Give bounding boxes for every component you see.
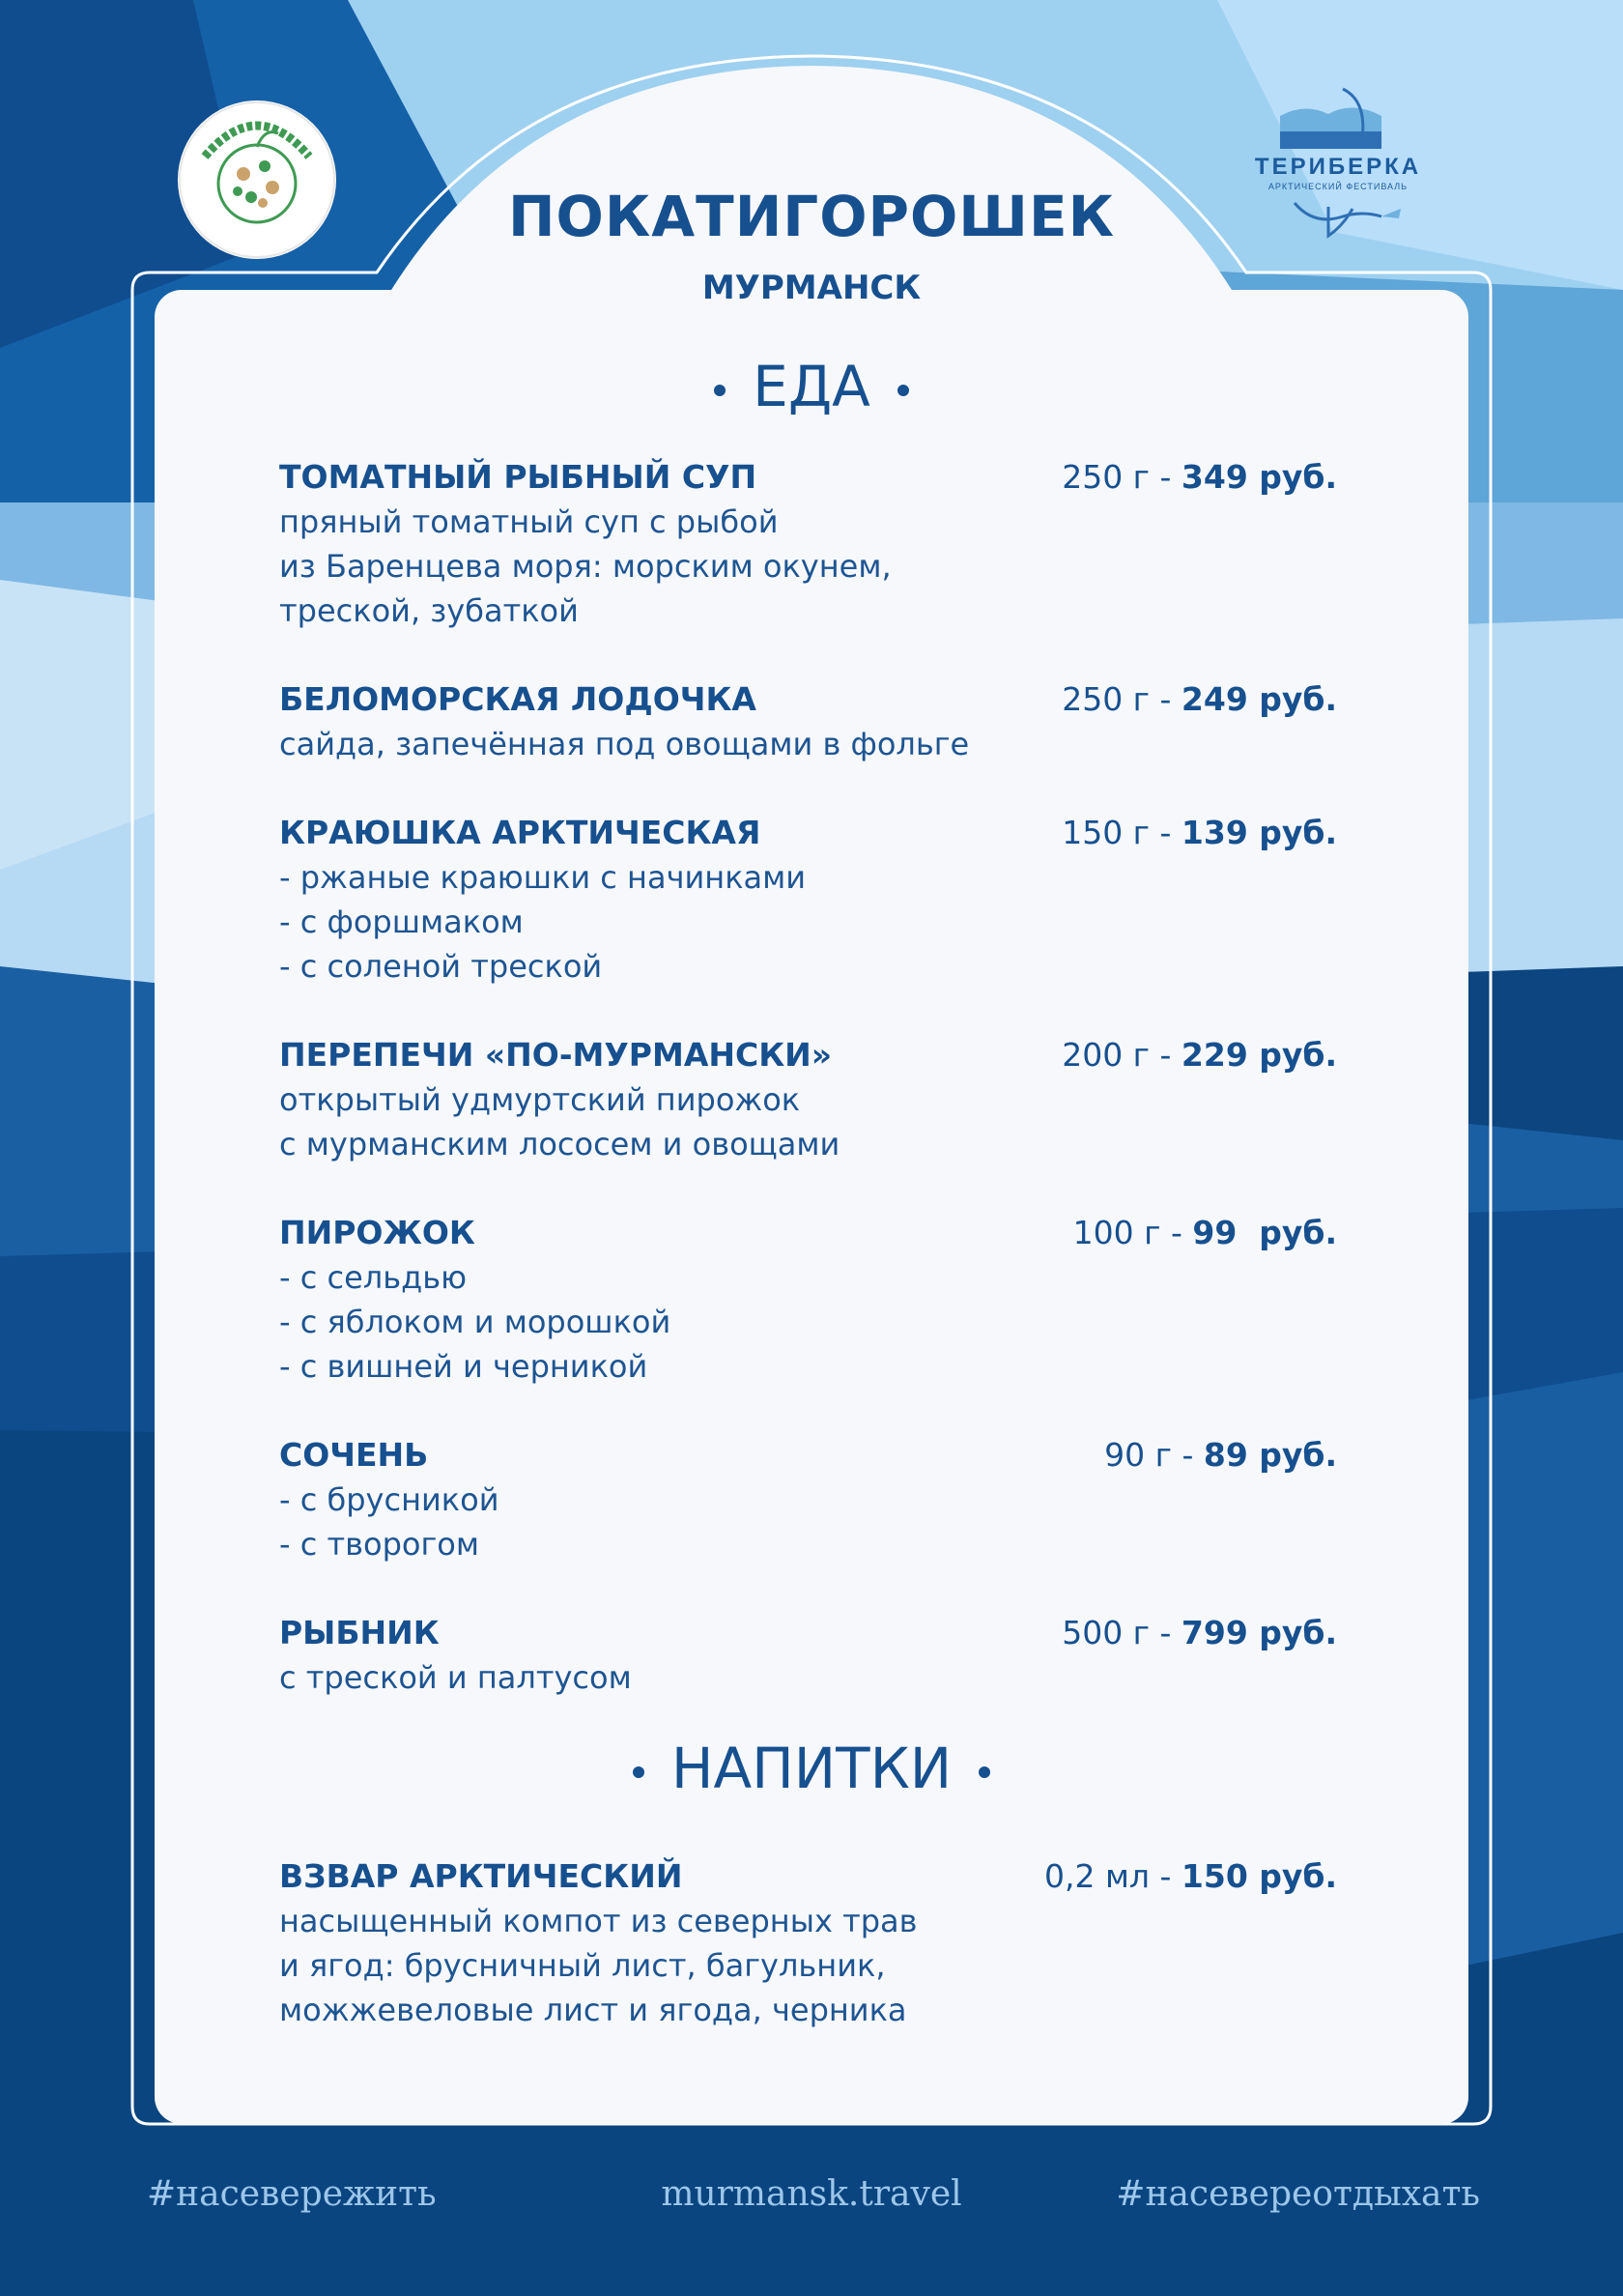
item-desc-line: открытый удмуртский пирожок: [279, 1081, 801, 1118]
footer-website[interactable]: murmansk.travel: [661, 2174, 962, 2214]
item-portion: 100 г -: [1072, 1214, 1193, 1251]
item-cost: 99 руб.: [1192, 1214, 1337, 1251]
item-name: БЕЛОМОРСКАЯ ЛОДОЧКА: [279, 680, 756, 718]
item-desc-line: с треской и палтусом: [279, 1659, 632, 1696]
item-cost: 229 руб.: [1181, 1036, 1337, 1074]
item-name: ТОМАТНЫЙ РЫБНЫЙ СУП: [279, 458, 757, 496]
item-desc-line: и ягод: брусничный лист, багульник,: [279, 1947, 886, 1984]
item-name: ПЕРЕПЕЧИ «ПО-МУРМАНСКИ»: [279, 1036, 833, 1074]
item-cost: 349 руб.: [1181, 458, 1337, 496]
menu-item: [279, 1211, 1337, 1389]
section-label: ЕДА: [753, 354, 870, 419]
item-price: [1044, 1854, 1337, 1899]
item-desc-line: сайда, запечённая под овощами в фольге: [279, 726, 970, 762]
bullet-dot: [979, 1766, 990, 1778]
item-price: [1073, 1211, 1337, 1255]
item-price: [1062, 455, 1337, 500]
item-name: ПИРОЖОК: [279, 1214, 475, 1251]
item-price: [1062, 1611, 1337, 1655]
restaurant-city: МУРМАНСК: [701, 269, 922, 307]
item-desc-line: - с вишней и черникой: [279, 1348, 648, 1385]
item-price: [1062, 811, 1337, 855]
item-name: РЫБНИК: [279, 1614, 440, 1651]
menu-item: [279, 1433, 1337, 1566]
item-desc-line: - с яблоком и морошкой: [279, 1304, 671, 1340]
bullet-dot: [633, 1766, 644, 1778]
item-desc-line: - ржаные краюшки с начинками: [279, 859, 807, 896]
item-cost: 139 руб.: [1181, 814, 1337, 851]
item-desc-line: - с творогом: [279, 1526, 479, 1563]
section-title-food: [0, 354, 1623, 419]
svg-text:АРКТИЧЕСКИЙ ФЕСТИВАЛЬ: АРКТИЧЕСКИЙ ФЕСТИВАЛЬ: [1267, 182, 1409, 191]
item-price: [1062, 1033, 1337, 1077]
svg-text:ТЕРИБЕРКА: ТЕРИБЕРКА: [1254, 154, 1422, 180]
bullet-dot: [897, 385, 909, 396]
restaurant-title: ПОКАТИГОРОШЕК: [507, 184, 1115, 249]
item-name: СОЧЕНЬ: [279, 1436, 429, 1474]
item-desc-line: с мурманским лососем и овощами: [279, 1126, 840, 1162]
item-desc-line: можжевеловые лист и ягода, черника: [279, 1992, 907, 2028]
item-portion: 250 г -: [1062, 458, 1182, 496]
item-portion: 150 г -: [1062, 814, 1182, 851]
section-label: НАПИТКИ: [670, 1736, 953, 1801]
menu-item: [279, 1854, 1337, 2032]
footer-hashtag-right: #насевереотдыхать: [1116, 2174, 1480, 2214]
item-cost: 799 руб.: [1181, 1614, 1337, 1651]
menu-item: [279, 455, 1337, 633]
item-desc-line: - с брусникой: [279, 1481, 499, 1518]
item-desc-line: - с сельдью: [279, 1259, 467, 1296]
item-desc-line: треской, зубаткой: [279, 592, 579, 629]
item-portion: 200 г -: [1062, 1036, 1182, 1074]
item-desc-line: - с форшмаком: [279, 904, 524, 940]
item-name: КРАЮШКА АРКТИЧЕСКАЯ: [279, 814, 761, 851]
menu-item: [279, 677, 1337, 766]
item-price: [1104, 1433, 1337, 1478]
menu-item: [279, 1611, 1337, 1700]
item-desc-line: пряный томатный суп с рыбой: [279, 503, 779, 540]
section-title-drinks: [0, 1736, 1623, 1801]
item-name: ВЗВАР АРКТИЧЕСКИЙ: [279, 1857, 683, 1895]
item-desc-line: насыщенный компот из северных трав: [279, 1903, 918, 1939]
bullet-dot: [714, 385, 726, 396]
item-price: [1062, 677, 1337, 722]
item-portion: 500 г -: [1062, 1614, 1182, 1651]
item-portion: 90 г -: [1104, 1436, 1204, 1474]
item-portion: 250 г -: [1062, 680, 1182, 718]
item-desc-line: - с соленой треской: [279, 948, 603, 985]
menu-item: [279, 811, 1337, 989]
item-cost: 150 руб.: [1181, 1857, 1337, 1895]
item-portion: 0,2 мл -: [1044, 1857, 1182, 1895]
item-cost: 249 руб.: [1181, 680, 1337, 718]
item-cost: 89 руб.: [1203, 1436, 1337, 1474]
item-desc-line: из Баренцева моря: морским окунем,: [279, 548, 892, 585]
footer-hashtag-left: #насевережить: [147, 2174, 437, 2214]
menu-item: [279, 1033, 1337, 1166]
